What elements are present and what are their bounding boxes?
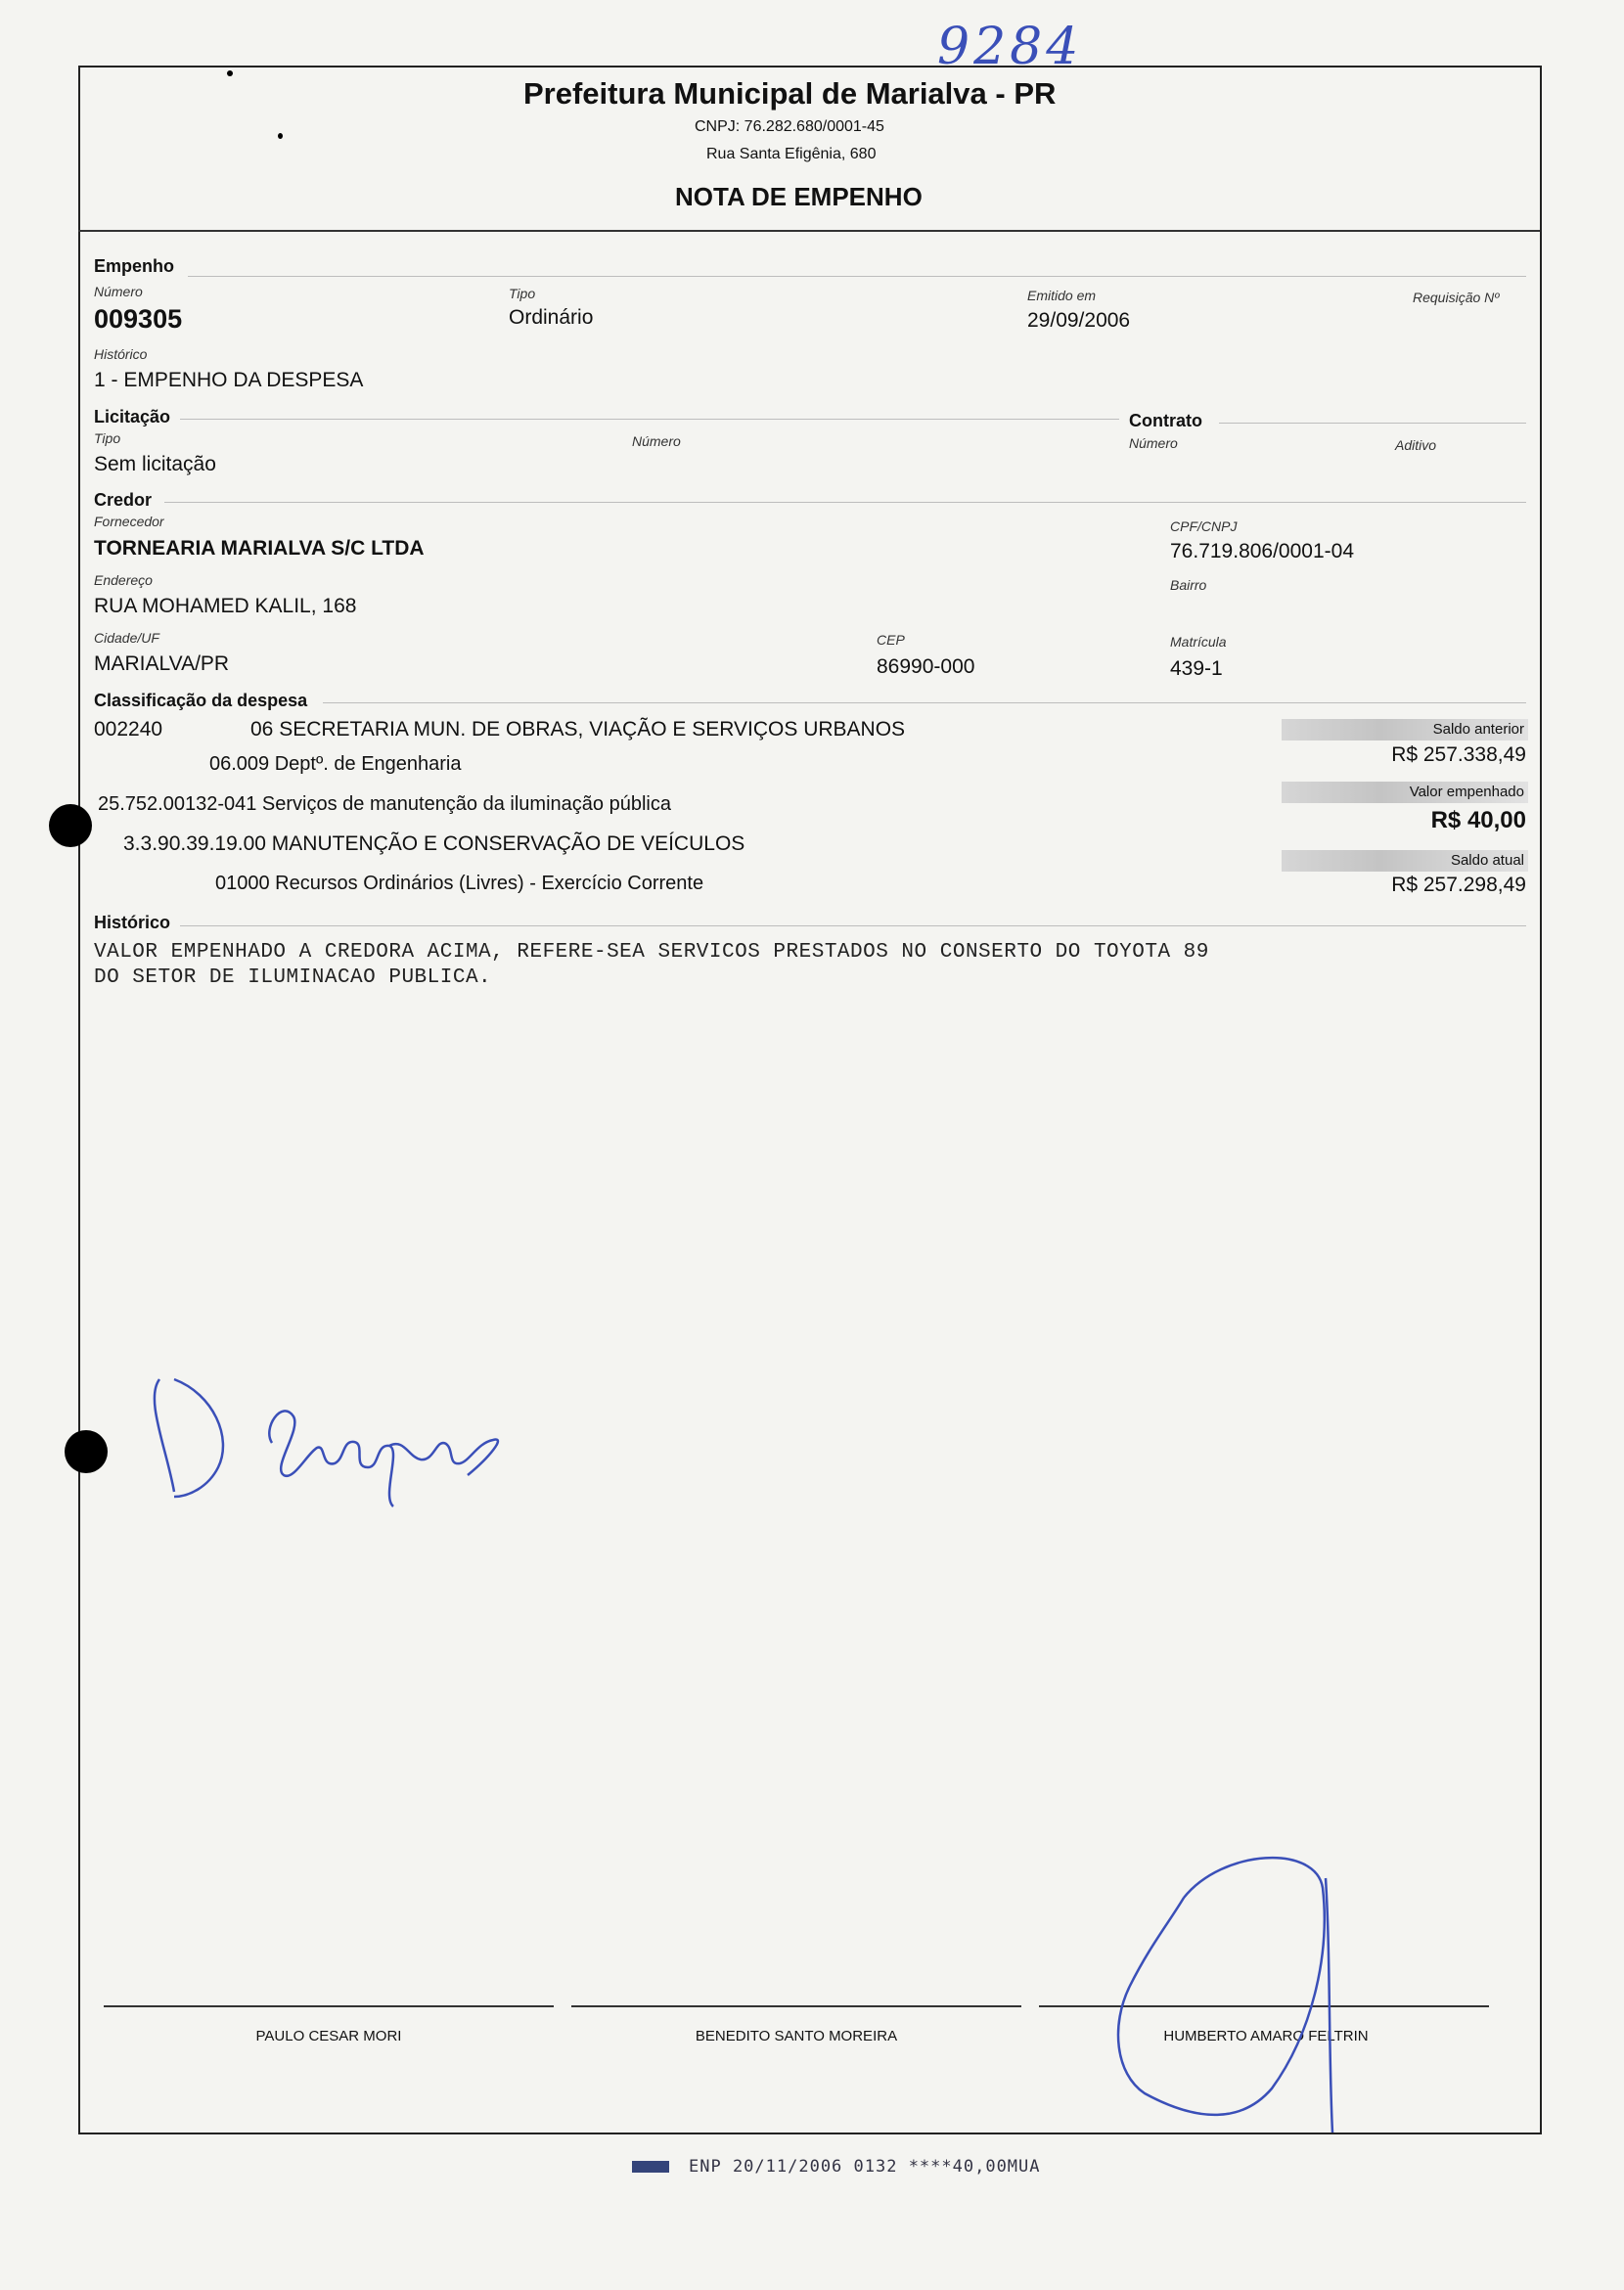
handwritten-annotation <box>125 1360 517 1506</box>
emitido-value: 29/09/2006 <box>1027 309 1131 332</box>
section-historico: Histórico <box>94 913 171 932</box>
scan-speck <box>278 133 283 139</box>
section-rule <box>164 502 1526 503</box>
handwritten-document-number: 9284 <box>937 18 1083 76</box>
empenho-historico-label: Histórico <box>94 346 148 362</box>
saldo-atual-value: R$ 257.298,49 <box>1391 874 1526 896</box>
address-line: Rua Santa Efigênia, 680 <box>706 146 877 162</box>
section-licitacao: Licitação <box>94 407 171 427</box>
valor-empenhado-value: R$ 40,00 <box>1430 807 1526 833</box>
document-title: NOTA DE EMPENHO <box>675 182 923 211</box>
signature-line <box>104 2005 554 2007</box>
section-rule <box>180 419 1119 420</box>
section-rule <box>188 276 1526 277</box>
cnpj-line: CNPJ: 76.282.680/0001-45 <box>695 118 884 135</box>
page-title: Prefeitura Municipal de Marialva - PR <box>523 76 1057 111</box>
section-classificacao: Classificação da despesa <box>94 691 308 710</box>
matricula-value: 439-1 <box>1170 657 1223 680</box>
contrato-aditivo-label: Aditivo <box>1395 437 1437 453</box>
endereco-label: Endereço <box>94 572 153 588</box>
elemento-value: 3.3.90.39.19.00 MANUTENÇÃO E CONSERVAÇÃO DE VEÍCULOS <box>123 832 745 855</box>
section-rule <box>1219 423 1526 424</box>
empenho-number: 009305 <box>94 304 183 334</box>
cpf-cnpj-value: 76.719.806/0001-04 <box>1170 540 1355 562</box>
binder-hole <box>49 804 92 847</box>
section-empenho: Empenho <box>94 256 175 276</box>
footer-stamp <box>632 2157 1041 2177</box>
cpf-cnpj-label: CPF/CNPJ <box>1170 518 1238 534</box>
saldo-atual-label: Saldo atual <box>1282 850 1528 872</box>
tipo-label: Tipo <box>509 286 536 301</box>
licitacao-tipo-value: Sem licitação <box>94 453 216 475</box>
requisicao-label: Requisição Nº <box>1413 290 1500 305</box>
cep-value: 86990-000 <box>877 655 975 678</box>
header-divider <box>78 230 1540 232</box>
departamento-value: 06.009 Deptº. de Engenharia <box>209 753 462 775</box>
tipo-value: Ordinário <box>509 306 594 329</box>
binder-hole <box>65 1430 108 1473</box>
signature-name-1: PAULO CESAR MORI <box>255 2028 402 2044</box>
cidade-label: Cidade/UF <box>94 630 159 646</box>
projeto-value: 25.752.00132-041 Serviços de manutenção da iluminação pública <box>98 793 671 815</box>
section-contrato: Contrato <box>1129 411 1202 430</box>
numero-label: Número <box>94 284 143 299</box>
secretaria-value: 06 SECRETARIA MUN. DE OBRAS, VIAÇÃO E SERVIÇOS URBANOS <box>250 718 906 741</box>
stamp-text: ENP 20/11/2006 0132 ****40,00MUA <box>689 2157 1041 2177</box>
endereco-value: RUA MOHAMED KALIL, 168 <box>94 595 357 617</box>
signature-name-3: HUMBERTO AMARO FELTRIN <box>1163 2028 1369 2044</box>
bairro-label: Bairro <box>1170 577 1207 593</box>
licitacao-numero-label: Número <box>632 433 681 449</box>
saldo-anterior-value: R$ 257.338,49 <box>1391 743 1526 766</box>
empenho-historico-value: 1 - EMPENHO DA DESPESA <box>94 369 364 391</box>
signature-line <box>571 2005 1021 2007</box>
cep-label: CEP <box>877 632 905 648</box>
matricula-label: Matrícula <box>1170 634 1227 650</box>
fornecedor-label: Fornecedor <box>94 514 164 529</box>
emitido-label: Emitido em <box>1027 288 1097 303</box>
saldo-anterior-label: Saldo anterior <box>1282 719 1528 741</box>
cidade-value: MARIALVA/PR <box>94 652 230 675</box>
recurso-value: 01000 Recursos Ordinários (Livres) - Exercício Corrente <box>215 873 704 894</box>
section-rule <box>323 702 1526 703</box>
stamp-logo-icon <box>632 2161 669 2173</box>
signature-name-2: BENEDITO SANTO MOREIRA <box>695 2028 898 2044</box>
signature-scribble <box>1105 1839 1360 2142</box>
section-rule <box>180 925 1526 926</box>
scan-speck <box>227 70 233 76</box>
historico-line-1: VALOR EMPENHADO A CREDORA ACIMA, REFERE-SEA SERVICOS PRESTADOS NO CONSERTO DO TOYOTA 89 <box>94 941 1209 964</box>
classificacao-code: 002240 <box>94 718 163 741</box>
fornecedor-value: TORNEARIA MARIALVA S/C LTDA <box>94 537 425 560</box>
valor-empenhado-label: Valor empenhado <box>1282 782 1528 803</box>
contrato-numero-label: Número <box>1129 435 1178 451</box>
historico-line-2: DO SETOR DE ILUMINACAO PUBLICA. <box>94 966 492 989</box>
licitacao-tipo-label: Tipo <box>94 430 121 446</box>
section-credor: Credor <box>94 490 153 510</box>
